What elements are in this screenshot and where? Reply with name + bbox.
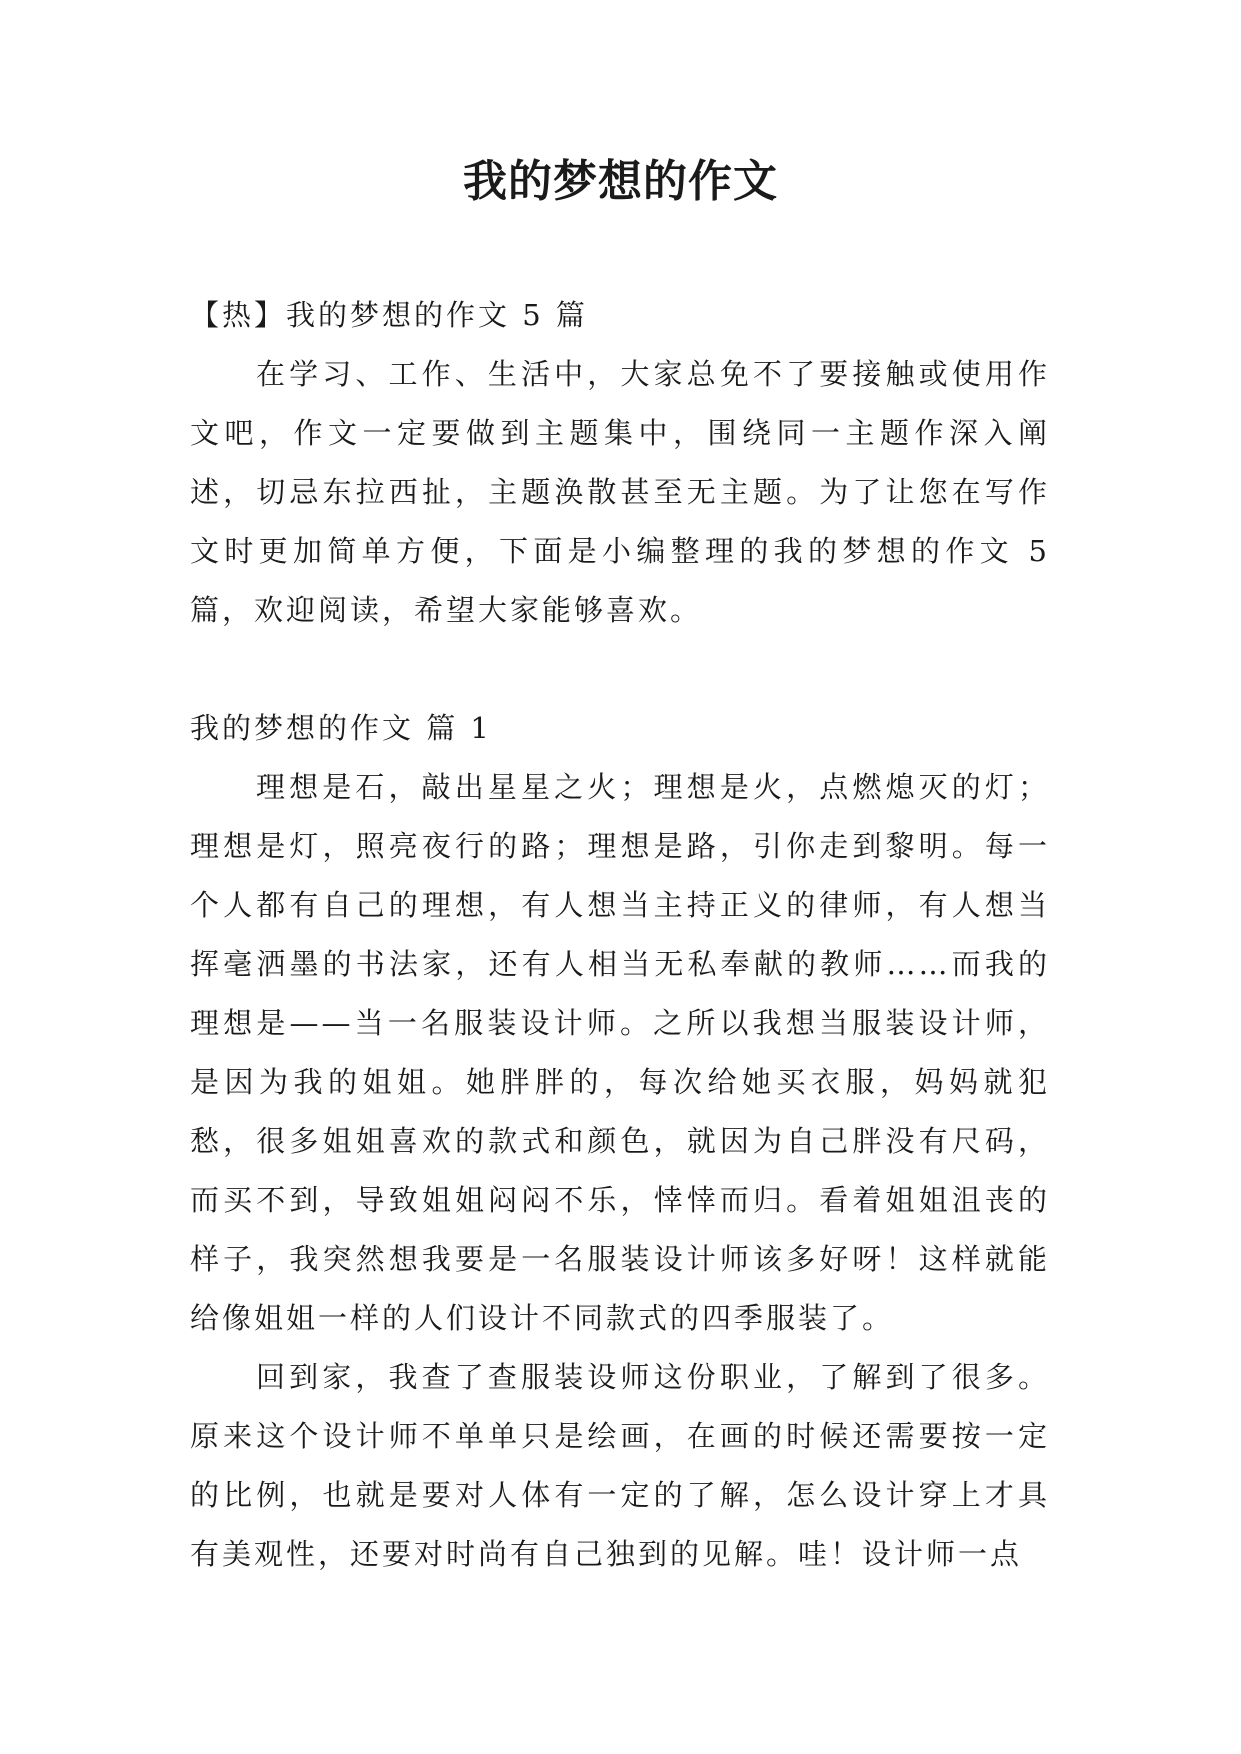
body-paragraph-2: 回到家，我查了查服装设师这份职业，了解到了很多。原来这个设计师不单单只是绘画，在画的时候还需要按一定的比例，也就是要对人体有一定的了解，怎么设计穿上才具有美观性，还要对时尚有自己独到的见解。哇！设计师一点 [190, 1360, 1050, 1571]
document-heading: 【热】我的梦想的作文 5 篇 [190, 298, 588, 332]
intro-paragraph: 在学习、工作、生活中，大家总免不了要接触或使用作文吧，作文一定要做到主题集中，围绕同一主题作深入阐述，切忌东拉西扯，主题涣散甚至无主题。为了让您在写作文时更加简单方便，下面是小编整理的我的梦想的作文 5 篇，欢迎阅读，希望大家能够喜欢。 [190, 357, 1050, 627]
body-paragraph-1: 理想是石，敲出星星之火；理想是火，点燃熄灭的灯；理想是灯，照亮夜行的路；理想是路，引你走到黎明。每一个人都有自己的理想，有人想当主持正义的律师，有人想当挥毫洒墨的书法家，还有人相当无私奉献的教师……而我的理想是——当一名服装设计师。之所以我想当服装设计师，是因为我的姐姐。她胖胖的，每次给她买衣服，妈妈就犯愁，很多姐姐喜欢的款式和颜色，就因为自己胖没有尺码，而买不到，导致姐姐闷闷不乐，悻悻而归。看着姐姐沮丧的样子，我突然想我要是一名服装设计师该多好呀！这样就能给像姐姐一样的人们设计不同款式的四季服装了。 [190, 770, 1050, 1335]
section-spacer [190, 640, 1050, 699]
document-body [190, 286, 1050, 1584]
document-title: 我的梦想的作文 [463, 156, 778, 207]
section-title: 我的梦想的作文 篇 1 [190, 711, 492, 745]
